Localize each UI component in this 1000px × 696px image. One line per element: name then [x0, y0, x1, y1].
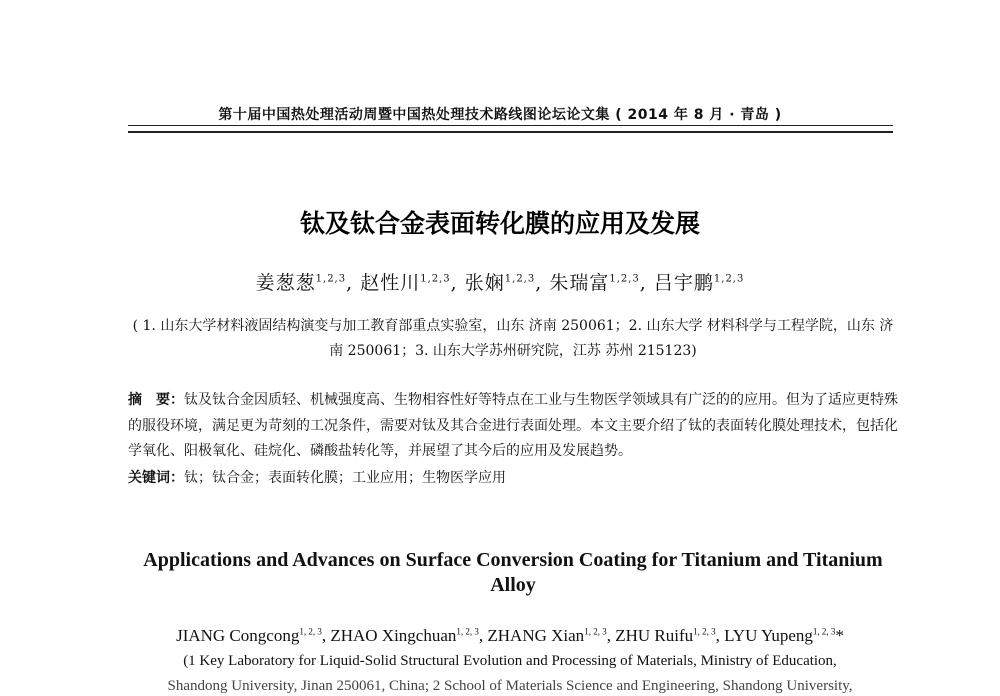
author-cn: 赵性川$^{1,2,3}$,: [360, 272, 465, 294]
abstract-label: 摘 要：: [128, 392, 184, 408]
author-cn: 姜葱葱$^{1,2,3}$,: [255, 272, 361, 294]
header-rule: [128, 125, 893, 133]
abstract-text: 钛及钛合金因质轻、机械强度高、生物相容性好等特点在工业与生物医学领域具有广泛的的应用。但为了适应更特殊的服役环境，满足更为苛刻的工况条件，需要对钛及其合金进行表面处理。本文主要介绍了钛的表面转化膜处理技术，包括化学氧化、阳极氧化、硅烷化、磷酸盐转化等，并展望了其今后的应用及发展趋势。: [128, 392, 898, 459]
author-en: ZHU Ruifu$^{1, 2, 3}$,: [615, 626, 725, 645]
abstract-cn: [128, 388, 898, 465]
keywords-text: 钛；钛合金；表面转化膜；工业应用；生物医学应用: [184, 470, 506, 486]
author-en: ZHAO Xingchuan$^{1, 2, 3}$,: [330, 626, 488, 645]
author-en: JIANG Congcong$^{1, 2, 3}$,: [176, 626, 331, 645]
author-en: LYU Yupeng$^{1, 2, 3}$*: [724, 626, 844, 645]
author-cn: 张娴$^{1,2,3}$,: [464, 272, 550, 294]
running-header: 第十届中国热处理活动周暨中国热处理技术路线图论坛论文集 ( 2014 年 8 月 · 青岛 ): [218, 107, 782, 123]
affiliation-en-line2: Shandong University, Jinan 250061, China; 2 School of Materials Science and Engineering, Shandong University,: [167, 678, 853, 694]
keywords-label: 关键词：: [128, 470, 184, 486]
authors-en: [100, 626, 920, 646]
author-en: ZHANG Xian$^{1, 2, 3}$,: [487, 626, 616, 645]
affiliation-en-line1: (1 Key Laboratory for Liquid-Solid Structural Evolution and Processing of Materials, Ministry of Education,: [183, 653, 837, 669]
affiliations-cn: ( 1. 山东大学材料液固结构演变与加工教育部重点实验室，山东 济南 250061；2. 山东大学 材料科学与工程学院，山东 济南 250061；3. 山东大学苏州研究院，江苏 苏州 215123): [132, 318, 894, 359]
keywords-cn: [128, 466, 898, 491]
title-cn: 钛及钛合金表面转化膜的应用及发展: [299, 209, 700, 238]
author-cn: 吕宇鹏$^{1,2,3}$: [653, 272, 745, 294]
author-cn: 朱瑞富$^{1,2,3}$,: [549, 272, 654, 294]
authors-cn: [0, 268, 1000, 295]
title-en: Applications and Advances on Surface Conversion Coating for Titanium and Titanium Alloy: [143, 549, 883, 596]
